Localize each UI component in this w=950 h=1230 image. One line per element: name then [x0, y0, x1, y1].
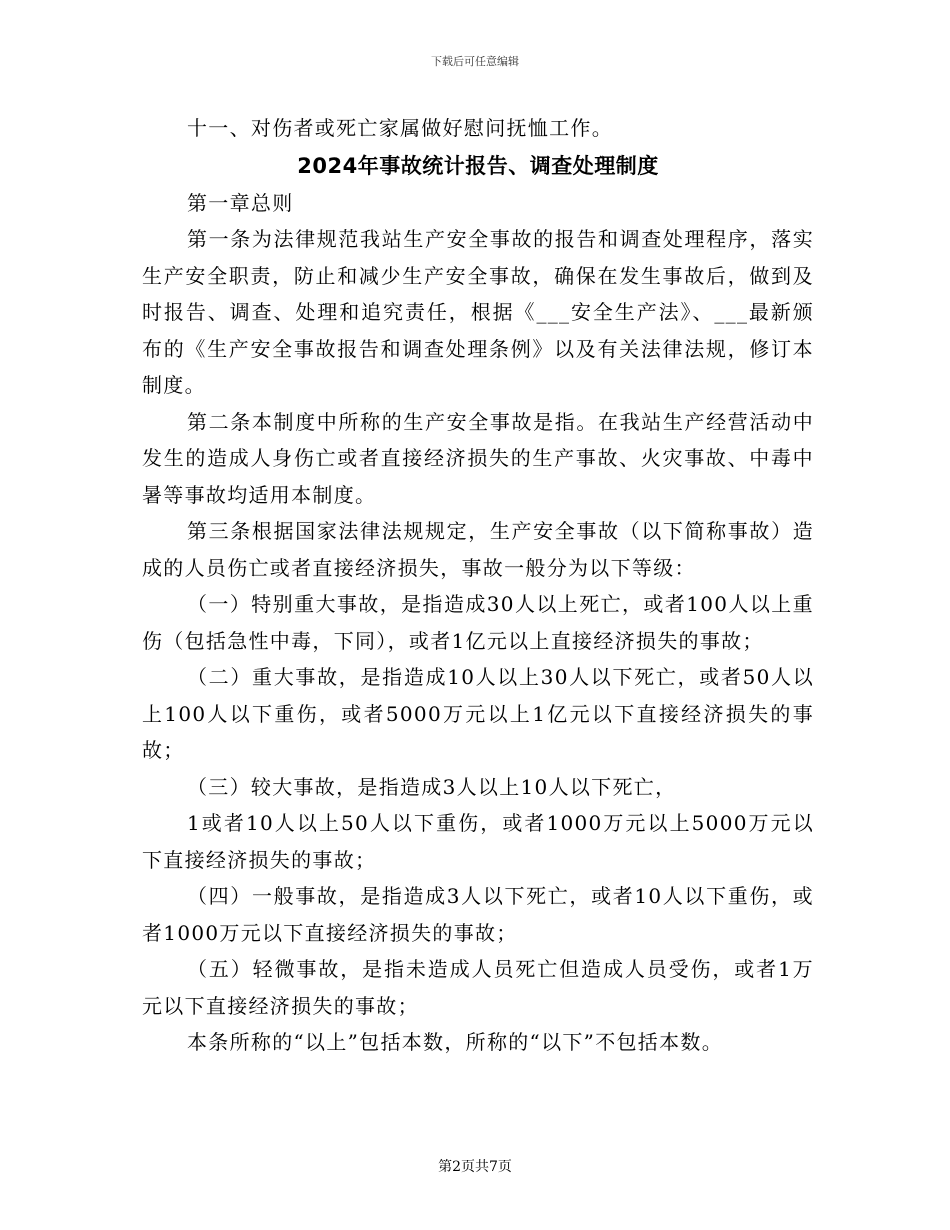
- definition-note: 本条所称的“以上”包括本数，所称的“以下”不包括本数。: [187, 1030, 723, 1054]
- page-header: 下载后可任意编辑: [431, 55, 519, 68]
- article-three: 第三条根据国家法律法规规定，生产安全事故（以下简称事故）造成的人员伤亡或者直接经济损失，事故一般分为以下等级：: [142, 519, 814, 580]
- level-two-item: （二）重大事故，是指造成10人以上30人以下死亡，或者50人以上100人以下重伤，或者5000万元以上1亿元以下直接经济损失的事故；: [142, 665, 814, 762]
- article-one: 第一条为法律规范我站生产安全事故的报告和调查处理程序，落实生产安全职责，防止和减少生产安全事故，确保在发生事故后，做到及时报告、调查、处理和追究责任，根据《___安全生产法》、___最新颁布的《生产安全事故报告和调查处理条例》以及有关法律法规，修订本制度。: [142, 227, 814, 397]
- level-three-item: （三）较大事故，是指造成3人以上10人以下死亡，: [187, 774, 677, 799]
- chapter-heading: 第一章总则: [187, 190, 294, 215]
- level-three-continuation: 1或者10人以上50人以下重伤，或者1000万元以上5000万元以下直接经济损失的事故；: [142, 811, 814, 872]
- level-five-item: （五）轻微事故，是指未造成人员死亡但造成人员受伤，或者1万元以下直接经济损失的事故；: [142, 957, 814, 1018]
- level-one-item: （一）特别重大事故，是指造成30人以上死亡，或者100人以上重伤（包括急性中毒，下同），或者1亿元以上直接经济损失的事故；: [142, 592, 814, 653]
- level-four-item: （四）一般事故，是指造成3人以下死亡，或者10人以下重伤，或者1000万元以下直接经济损失的事故；: [142, 884, 814, 945]
- article-two: 第二条本制度中所称的生产安全事故是指。在我站生产经营活动中发生的造成人身伤亡或者直接经济损失的生产事故、火灾事故、中毒中暑等事故均适用本制度。: [142, 409, 814, 507]
- document-body: [142, 110, 814, 1061]
- paragraph-item-eleven: 十一、对伤者或死亡家属做好慰问抚恤工作。: [187, 116, 613, 140]
- document-title: 2024年事故统计报告、调查处理制度: [297, 153, 659, 178]
- page-number: 第2页共7页: [438, 1159, 512, 1175]
